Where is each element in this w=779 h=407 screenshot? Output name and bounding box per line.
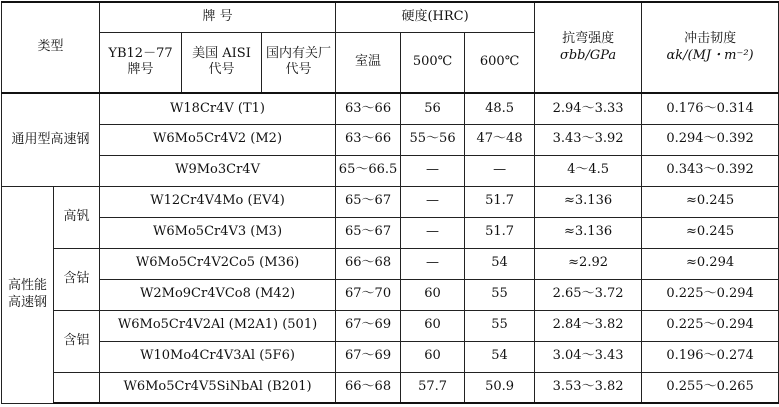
- header-600c: 600℃: [465, 32, 535, 93]
- hardness-600-cell: 47～48: [465, 124, 535, 155]
- bending-cell: ≈3.136: [535, 217, 642, 248]
- subgroup-high-v: 高钒: [54, 186, 100, 248]
- header-impact-unit: αk/(MJ・m⁻²): [666, 47, 754, 63]
- high-speed-steel-table: [1, 1, 779, 404]
- grade-cell: W2Mo9Cr4VCo8 (M42): [100, 279, 336, 310]
- hardness-room-cell: 65～67: [336, 217, 401, 248]
- table-row: [2, 372, 779, 403]
- hardness-500-cell: 55～56: [401, 124, 465, 155]
- bending-cell: 2.65～3.72: [535, 279, 642, 310]
- hardness-room-cell: 66～68: [336, 372, 401, 403]
- bending-cell: 3.53～3.82: [535, 372, 642, 403]
- table-row: [2, 279, 779, 310]
- hardness-600-cell: 48.5: [465, 93, 535, 124]
- impact-cell: 0.343～0.392: [642, 155, 779, 186]
- hardness-500-cell: 56: [401, 93, 465, 124]
- group-general: 通用型高速钢: [2, 93, 100, 186]
- impact-cell: ≈0.245: [642, 217, 779, 248]
- impact-cell: 0.225～0.294: [642, 279, 779, 310]
- impact-cell: ≈0.294: [642, 248, 779, 279]
- hardness-600-cell: 50.9: [465, 372, 535, 403]
- header-bending-unit: σbb/GPa: [559, 47, 617, 63]
- table-row: [2, 155, 779, 186]
- header-impact-label: 冲击韧度: [684, 31, 737, 47]
- grade-cell: W18Cr4V (T1): [100, 93, 336, 124]
- hardness-500-cell: —: [401, 186, 465, 217]
- hardness-500-cell: —: [401, 248, 465, 279]
- hardness-500-cell: —: [401, 217, 465, 248]
- hardness-600-cell: 55: [465, 310, 535, 341]
- group-high-performance: 高性能高速钢: [2, 186, 54, 403]
- impact-cell: 0.176～0.314: [642, 93, 779, 124]
- header-bending-strength: [535, 2, 642, 93]
- hardness-600-cell: 54: [465, 248, 535, 279]
- grade-cell: W6Mo5Cr4V5SiNbAl (B201): [100, 372, 336, 403]
- grade-cell: W9Mo3Cr4V: [100, 155, 336, 186]
- hardness-500-cell: 57.7: [401, 372, 465, 403]
- header-room-temp: 室温: [336, 32, 401, 93]
- bending-cell: 2.84～3.82: [535, 310, 642, 341]
- hardness-room-cell: 65～66.5: [336, 155, 401, 186]
- header-impact-toughness: [642, 2, 779, 93]
- impact-cell: 0.225～0.294: [642, 310, 779, 341]
- hardness-room-cell: 67～70: [336, 279, 401, 310]
- header-hardness-group: 硬度(HRC): [336, 2, 535, 32]
- grade-cell: W12Cr4V4Mo (EV4): [100, 186, 336, 217]
- hardness-600-cell: —: [465, 155, 535, 186]
- grade-cell: W10Mo4Cr4V3Al (5F6): [100, 341, 336, 372]
- bending-cell: 2.94～3.33: [535, 93, 642, 124]
- grade-cell: W6Mo5Cr4V2Al (M2A1) (501): [100, 310, 336, 341]
- hardness-room-cell: 63～66: [336, 124, 401, 155]
- hardness-room-cell: 63～66: [336, 93, 401, 124]
- header-category: 类型: [2, 2, 100, 93]
- table-row: [2, 341, 779, 372]
- bending-cell: ≈2.92: [535, 248, 642, 279]
- impact-cell: ≈0.245: [642, 186, 779, 217]
- header-grade-group: 牌 号: [100, 2, 336, 32]
- table-row: [2, 248, 779, 279]
- header-yb-grade: YB12－77 牌号: [100, 32, 182, 93]
- table-row: [2, 310, 779, 341]
- impact-cell: 0.196～0.274: [642, 341, 779, 372]
- hardness-room-cell: 67～69: [336, 310, 401, 341]
- table-row: [2, 217, 779, 248]
- table-row: [2, 186, 779, 217]
- hardness-600-cell: 55: [465, 279, 535, 310]
- bending-cell: 4～4.5: [535, 155, 642, 186]
- hardness-500-cell: 60: [401, 341, 465, 372]
- hardness-500-cell: 60: [401, 279, 465, 310]
- hardness-600-cell: 54: [465, 341, 535, 372]
- bending-cell: ≈3.136: [535, 186, 642, 217]
- subgroup-al: 含铝: [54, 310, 100, 372]
- header-500c: 500℃: [401, 32, 465, 93]
- hardness-room-cell: 67～69: [336, 341, 401, 372]
- subgroup-co: 含钴: [54, 248, 100, 310]
- grade-cell: W6Mo5Cr4V2Co5 (M36): [100, 248, 336, 279]
- grade-cell: W6Mo5Cr4V3 (M3): [100, 217, 336, 248]
- bending-cell: 3.43～3.92: [535, 124, 642, 155]
- impact-cell: 0.294～0.392: [642, 124, 779, 155]
- hardness-500-cell: —: [401, 155, 465, 186]
- subgroup-blank: [54, 372, 100, 403]
- table-row: [2, 93, 779, 124]
- grade-cell: W6Mo5Cr4V2 (M2): [100, 124, 336, 155]
- hardness-room-cell: 65～67: [336, 186, 401, 217]
- header-domestic-code: 国内有关厂代号: [262, 32, 336, 93]
- header-aisi-code: 美国 AISI 代号: [182, 32, 262, 93]
- hardness-room-cell: 66～68: [336, 248, 401, 279]
- hardness-500-cell: 60: [401, 310, 465, 341]
- hardness-600-cell: 51.7: [465, 217, 535, 248]
- header-bending-label: 抗弯强度: [562, 31, 615, 47]
- impact-cell: 0.255～0.265: [642, 372, 779, 403]
- hardness-600-cell: 51.7: [465, 186, 535, 217]
- bending-cell: 3.04～3.43: [535, 341, 642, 372]
- table-row: [2, 124, 779, 155]
